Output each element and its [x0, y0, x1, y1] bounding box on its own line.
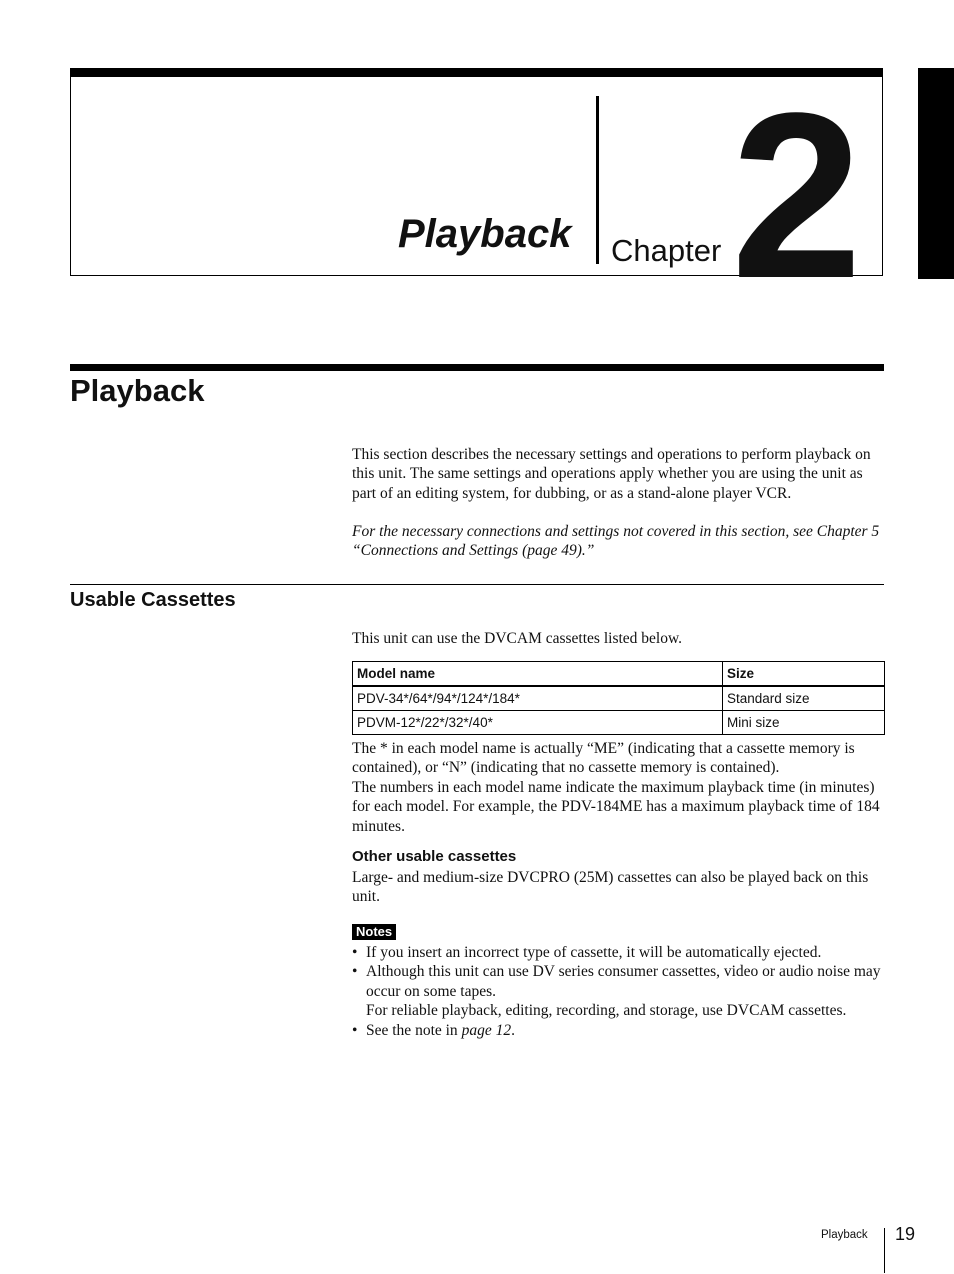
- footer-divider: [884, 1228, 885, 1273]
- cassette-table: [352, 661, 885, 735]
- page-number: 19: [895, 1224, 916, 1244]
- subsection-rule: [70, 584, 884, 585]
- page-reference-link[interactable]: page 12: [461, 1021, 512, 1039]
- table-header-row: [353, 662, 885, 687]
- section-reference: For the necessary connections and settings not covered in this section, see Chapter 5 “Connections and Settings (page 49).”: [352, 523, 880, 560]
- table-cell-size: Mini size: [723, 711, 885, 735]
- section-rule: [70, 364, 884, 371]
- notes-list: [352, 943, 892, 1040]
- note-text: See the note in: [366, 1021, 462, 1039]
- chapter-number: 2: [731, 64, 859, 328]
- list-item: [352, 962, 892, 1020]
- model-explanation-1: The * in each model name is actually “ME” (indicating that a cassette memory is contained), or “N” (indicating that no cassette memory is contained).: [352, 740, 855, 777]
- other-cassettes-heading: Other usable cassettes: [352, 848, 517, 865]
- cassettes-intro: This unit can use the DVCAM cassettes listed below.: [352, 630, 683, 647]
- table-cell-model: PDV-34*/64*/94*/124*/184*: [353, 686, 723, 711]
- table-header-model: Model name: [353, 662, 723, 687]
- section-intro: This section describes the necessary settings and operations to perform playback on this unit. The same settings and operations apply whether you are using the unit as part of an editing system, for dubbing, or as a stand-alone player VCR.: [352, 446, 871, 502]
- chapter-divider: [596, 96, 599, 264]
- table-row: [353, 711, 885, 735]
- table-header-size: Size: [723, 662, 885, 687]
- chapter-label: Chapter: [611, 233, 722, 268]
- list-item: [352, 1021, 892, 1040]
- note-text-extra: For reliable playback, editing, recording, and storage, use DVCAM cassettes.: [366, 1002, 847, 1020]
- subsection-title: Usable Cassettes: [70, 589, 236, 611]
- notes-badge: Notes: [352, 924, 396, 940]
- chapter-title: Playback: [398, 212, 572, 256]
- table-cell-size: Standard size: [723, 686, 885, 711]
- section-title: Playback: [70, 373, 205, 408]
- footer-section-label: Playback: [821, 1229, 868, 1241]
- table-row: [353, 686, 885, 711]
- note-text-suffix: .: [511, 1021, 515, 1039]
- model-explanation-2: The numbers in each model name indicate the maximum playback time (in minutes) for each model. For example, the PDV-184ME has a maximum playback time of 184 minutes.: [352, 779, 880, 835]
- note-text: If you insert an incorrect type of cassette, it will be automatically ejected.: [366, 944, 822, 961]
- table-cell-model: PDVM-12*/22*/32*/40*: [353, 711, 723, 735]
- bullet: •: [352, 963, 358, 981]
- chapter-side-tab: [918, 68, 954, 279]
- bullet: •: [352, 944, 358, 961]
- other-cassettes-text: Large- and medium-size DVCPRO (25M) cassettes can also be played back on this unit.: [352, 869, 869, 906]
- note-text: Although this unit can use DV series consumer cassettes, video or audio noise may occur on some tapes.: [366, 963, 881, 1000]
- bullet: •: [352, 1021, 358, 1039]
- list-item: [352, 943, 892, 962]
